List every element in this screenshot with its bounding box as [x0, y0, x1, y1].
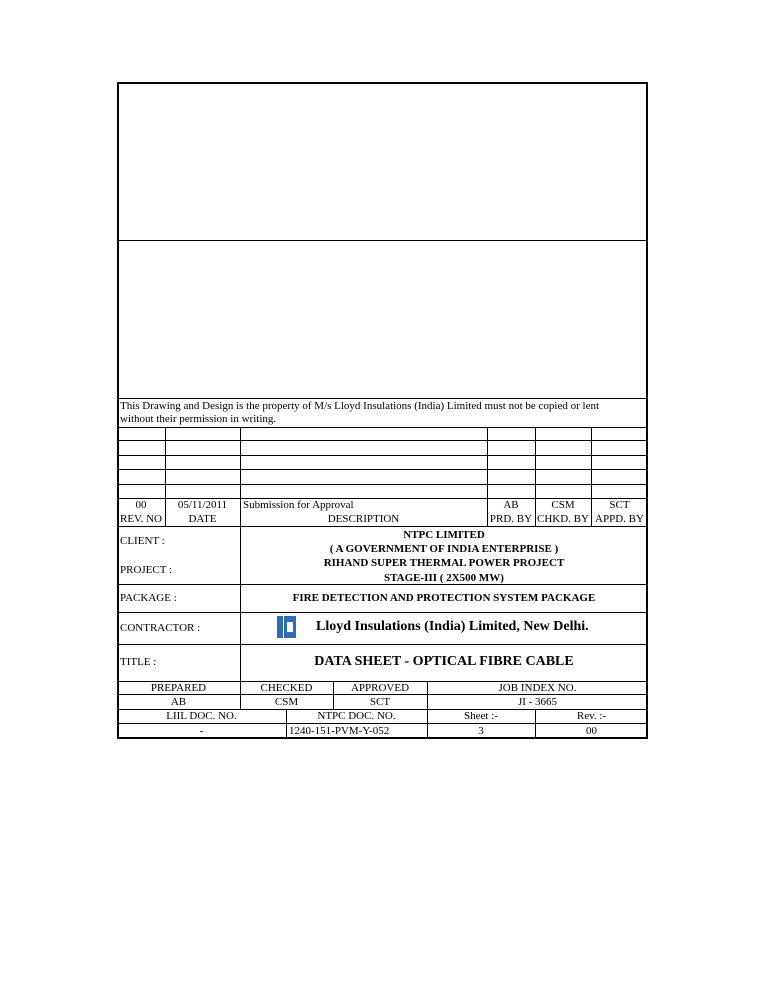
divider: [117, 469, 648, 470]
project-stage: STAGE-III ( 2X500 MW): [384, 572, 504, 584]
ntpc-doc-value: 1240-151-PVM-Y-052: [289, 725, 390, 737]
divider: [117, 398, 648, 399]
divider: [117, 427, 648, 428]
divider: [117, 612, 648, 613]
property-notice-line1: This Drawing and Design is the property of M/s Lloyd Insulations (India) Limited must not be copied or lent: [120, 400, 600, 412]
title-label: TITLE :: [120, 656, 157, 668]
rev-prd-by-value: AB: [503, 499, 519, 511]
checked-value: CSM: [274, 696, 299, 708]
package-label: PACKAGE :: [120, 592, 177, 604]
approved-value: SCT: [369, 696, 391, 708]
rev-date-value: 05/11/2011: [177, 499, 228, 511]
package-value: FIRE DETECTION AND PROTECTION SYSTEM PACKAGE: [292, 592, 596, 604]
rev-value: 00: [586, 725, 597, 737]
prepared-label: PREPARED: [150, 682, 207, 694]
rev-date-header: DATE: [188, 513, 217, 525]
project-label: PROJECT :: [120, 564, 173, 576]
property-notice-line2: without their permission in writing.: [120, 413, 277, 425]
divider: [117, 440, 648, 441]
sheet-value: 3: [478, 725, 484, 737]
client-subtitle: ( A GOVERNMENT OF INDIA ENTERPRISE ): [329, 543, 559, 555]
rev-no-header: REV. NO: [120, 513, 162, 525]
rev-appd-by-value: SCT: [609, 499, 630, 511]
contractor-value: Lloyd Insulations (India) Limited, New Delhi.: [316, 619, 589, 634]
client-label: CLIENT :: [120, 535, 165, 547]
prepared-value: AB: [170, 696, 187, 708]
checked-label: CHECKED: [260, 682, 313, 694]
document-title: DATA SHEET - OPTICAL FIBRE CABLE: [314, 654, 574, 669]
divider: [117, 644, 648, 645]
ntpc-doc-label: NTPC DOC. NO.: [317, 710, 396, 722]
rev-appd-by-header: APPD. BY: [595, 513, 644, 525]
divider: [117, 240, 648, 241]
liil-doc-label: LIIL DOC. NO.: [166, 710, 237, 722]
rev-prd-by-header: PRD. BY: [489, 513, 533, 525]
rev-description-value: Submission for Approval: [243, 499, 354, 511]
liil-doc-value: -: [199, 725, 204, 737]
project-name: RIHAND SUPER THERMAL POWER PROJECT: [323, 557, 565, 569]
job-index-label: JOB INDEX NO.: [498, 682, 577, 694]
client-name: NTPC LIMITED: [403, 529, 485, 541]
lloyd-logo-icon: [276, 615, 298, 639]
sheet-label: Sheet :-: [464, 710, 498, 722]
approved-label: APPROVED: [350, 682, 410, 694]
job-index-value: JI - 3665: [517, 696, 558, 708]
rev-chkd-by-header: CHKD. BY: [537, 513, 589, 525]
divider: [117, 455, 648, 456]
rev-chkd-by-value: CSM: [551, 499, 575, 511]
divider: [240, 427, 241, 526]
rev-label: Rev. :-: [576, 710, 607, 722]
divider: [117, 526, 648, 527]
contractor-label: CONTRACTOR :: [120, 622, 201, 634]
rev-description-header: DESCRIPTION: [327, 513, 400, 525]
rev-no-value: 00: [135, 499, 147, 511]
divider: [117, 484, 648, 485]
divider: [117, 723, 648, 724]
